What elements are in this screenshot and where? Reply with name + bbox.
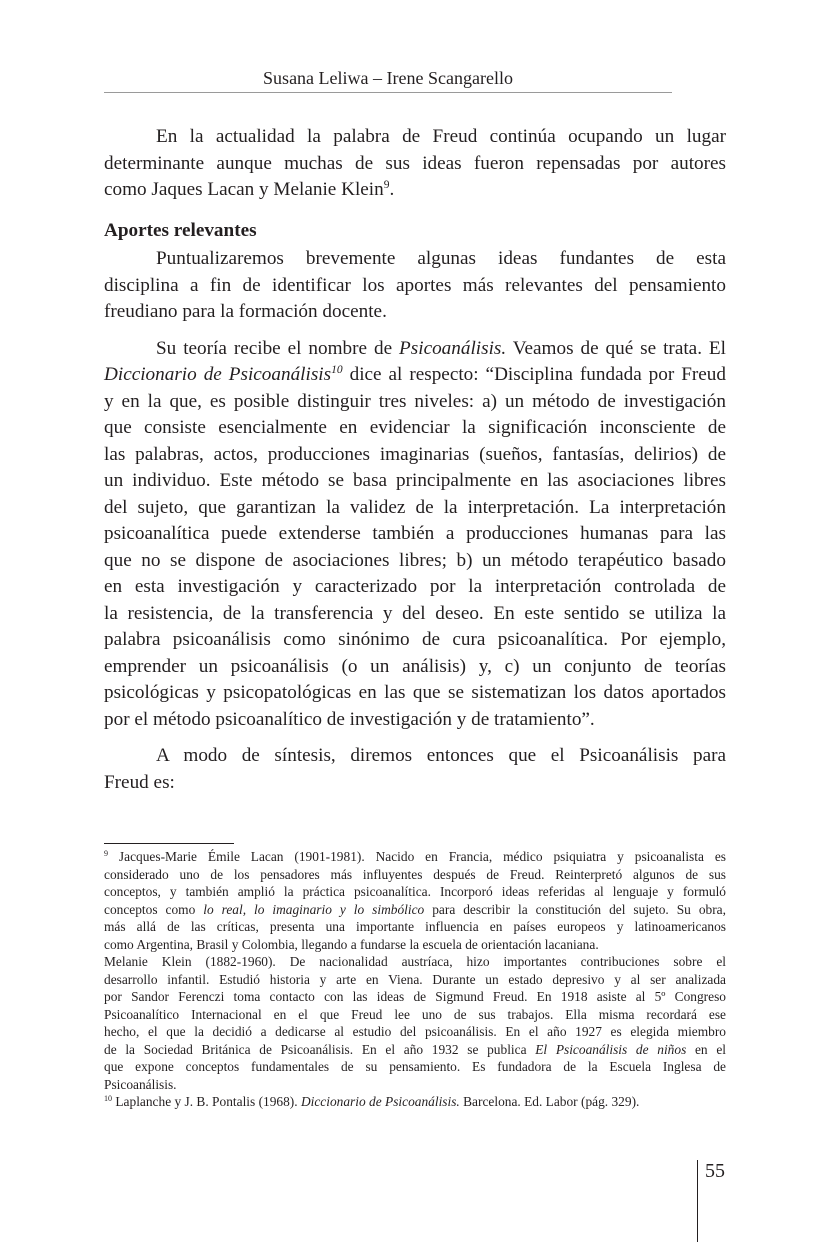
text-span: palabra psicoanálisis como sinónimo de cura psicoanalítica. Por ejemplo,	[104, 629, 726, 650]
text-span: por el método psicoanalítico de investigación y de tratamiento”.	[104, 708, 595, 730]
text-line	[104, 1093, 726, 1111]
text-line	[104, 151, 726, 178]
text-line	[104, 770, 726, 797]
text-line	[104, 1006, 726, 1024]
text-span: hecho, el que la decidió a dedicarse al estudio del psicoanálisis. En el año 1927 es elegida miembro	[104, 1024, 726, 1039]
page-number: 55	[705, 1160, 725, 1182]
text-span: Psicoanalítico Internacional en el que Freud lee uno de sus trabajos. Ella misma recordará ese	[104, 1006, 726, 1022]
text-line	[104, 124, 726, 151]
italic-text: Diccionario de Psicoanálisis	[104, 364, 332, 385]
running-header: Susana Leliwa – Irene Scangarello	[263, 68, 513, 88]
text-span: Barcelona. Ed. Labor (pág. 329).	[459, 1094, 640, 1109]
text-span: conceptos, y también amplió la práctica psicoanalítica. Incorporó ideas referidas al lenguaje y formuló	[104, 884, 726, 899]
text-span: la resistencia, de la transferencia y del deseo. En este sentido se utiliza la	[104, 602, 726, 624]
text-line	[104, 654, 726, 681]
text-span: determinante aunque muchas de sus ideas fueron repensadas por autores	[104, 152, 726, 174]
text-line	[104, 971, 726, 989]
text-line	[104, 918, 726, 936]
text-line	[104, 1041, 726, 1059]
text-span: para describir la constitución del sujeto. Su obra,	[424, 901, 726, 917]
paragraph	[104, 246, 726, 326]
footnote-ref: 9	[383, 179, 390, 192]
text-line	[104, 218, 726, 245]
text-line	[104, 521, 726, 548]
text-line	[104, 743, 726, 770]
text-span: como Jaques Lacan y Melanie Klein	[104, 179, 384, 200]
text-line	[104, 548, 726, 575]
text-line	[104, 627, 726, 654]
text-span: de la Sociedad Británica de Psicoanálisis. En el año 1932 se publica	[104, 1041, 536, 1057]
text-span: Laplanche y J. B. Pontalis (1968).	[112, 1094, 301, 1109]
text-span: en el	[686, 1041, 726, 1057]
text-line	[104, 936, 726, 954]
text-span: del sujeto, que garantizan la validez de la interpretación. La interpretación	[104, 496, 726, 518]
text-span: freudiano para la formación docente.	[104, 301, 387, 322]
page-number-rule	[697, 1160, 698, 1242]
text-span: Jacques-Marie Émile Lacan (1901-1981). Nacido en Francia, médico psiquiatra y psicoanalista es	[108, 849, 726, 864]
text-line	[104, 848, 726, 866]
header-divider	[104, 92, 672, 93]
text-line	[104, 177, 726, 204]
footnote-divider	[104, 843, 234, 844]
text-span: más allá de las críticas, presenta una importante influencia en países europeos y latinoamericanos	[104, 919, 726, 934]
text-line	[104, 273, 726, 300]
footnote-ref: 10	[331, 364, 343, 377]
text-line	[104, 495, 726, 522]
text-span: conceptos como	[104, 901, 204, 917]
text-span: que expone conceptos fundamentales de su pensamiento. Es fundadora de la Escuela Inglesa de	[104, 1059, 726, 1074]
italic-text: Diccionario de Psicoanálisis.	[300, 1094, 460, 1109]
text-span: Psicoanálisis.	[104, 1076, 177, 1092]
footnote-ref: 9	[104, 849, 109, 859]
text-span: Su teoría recibe el nombre de	[156, 337, 400, 359]
body-text	[104, 124, 726, 806]
text-span: desarrollo infantil. Estudió historia y arte en Viena. Durante un estado depresivo y al ser analizada	[104, 971, 726, 987]
text-line	[104, 601, 726, 628]
text-line	[104, 680, 726, 707]
text-span: que consiste esencialmente en evidenciar la significación inconsciente de	[104, 417, 726, 438]
paragraph	[104, 124, 726, 204]
footnote-ref: 10	[104, 1094, 113, 1104]
text-span: Puntualizaremos brevemente algunas ideas fundantes de esta	[156, 248, 726, 269]
text-span: emprender un psicoanálisis (o un análisis) y, c) un conjunto de teorías	[104, 655, 726, 677]
text-line	[104, 883, 726, 901]
text-span: en esta investigación y caracterizado por la interpretación controlada de	[104, 576, 726, 597]
text-span: psicoanalítica puede extenderse también a producciones humanas para las	[104, 523, 726, 544]
text-span: A modo de síntesis, diremos entonces que el Psicoanálisis para	[156, 745, 726, 766]
text-span: un individuo. Este método se basa principalmente en las asociaciones libres	[104, 470, 726, 491]
paragraph	[104, 743, 726, 796]
text-span: que no se dispone de asociaciones libres; b) un método terapéutico basado	[104, 549, 726, 571]
text-span: disciplina a fin de identificar los aportes más relevantes del pensamiento	[104, 274, 726, 296]
text-line	[104, 299, 726, 326]
text-span: las palabras, actos, producciones imaginarias (sueños, fantasías, delirios) de	[104, 443, 726, 465]
text-line	[104, 336, 726, 363]
text-span: Aportes relevantes	[104, 219, 257, 241]
text-span: considerado uno de los pensadores más influyentes después de Freud. Reinterpretó algunos de sus	[104, 866, 726, 882]
text-line	[104, 246, 726, 273]
paragraph	[104, 336, 726, 734]
text-span: Veamos de qué se trata. El	[506, 337, 726, 359]
text-line	[104, 707, 726, 734]
footnotes	[104, 848, 726, 1111]
italic-text: Psicoanálisis.	[399, 337, 507, 359]
text-line	[104, 389, 726, 416]
text-span: psicológicas y psicopatológicas en las que se sistematizan los datos aportados	[104, 682, 726, 703]
text-line	[104, 415, 726, 442]
text-line	[104, 866, 726, 884]
text-span: Melanie Klein (1882-1960). De nacionalidad austríaca, hizo importantes contribuciones sobre el	[104, 954, 726, 969]
text-span: Freud es:	[104, 771, 175, 793]
text-line	[104, 468, 726, 495]
text-span: dice al respecto: “Disciplina fundada por Freud	[342, 364, 726, 385]
text-line	[104, 362, 726, 389]
text-line	[104, 1023, 726, 1041]
text-span: y en la que, es posible distinguir tres niveles: a) un método de investigación	[104, 390, 726, 412]
text-line	[104, 953, 726, 971]
text-span: por Sandor Ferenczi toma contacto con las ideas de Sigmund Freud. En 1918 asiste al 5º Congreso	[104, 989, 726, 1004]
text-line	[104, 901, 726, 919]
text-span: En la actualidad la palabra de Freud continúa ocupando un lugar	[156, 126, 726, 147]
text-line	[104, 988, 726, 1006]
section-heading	[104, 218, 726, 245]
text-line	[104, 1076, 726, 1094]
text-span: .	[389, 179, 395, 200]
text-line	[104, 1058, 726, 1076]
text-span: como Argentina, Brasil y Colombia, llegando a fundarse la escuela de orientación lacaniana.	[104, 936, 599, 952]
text-line	[104, 574, 726, 601]
italic-text: El Psicoanálisis de niños	[535, 1041, 687, 1057]
text-line	[104, 442, 726, 469]
italic-text: lo real, lo imaginario y lo simbólico	[203, 901, 425, 917]
